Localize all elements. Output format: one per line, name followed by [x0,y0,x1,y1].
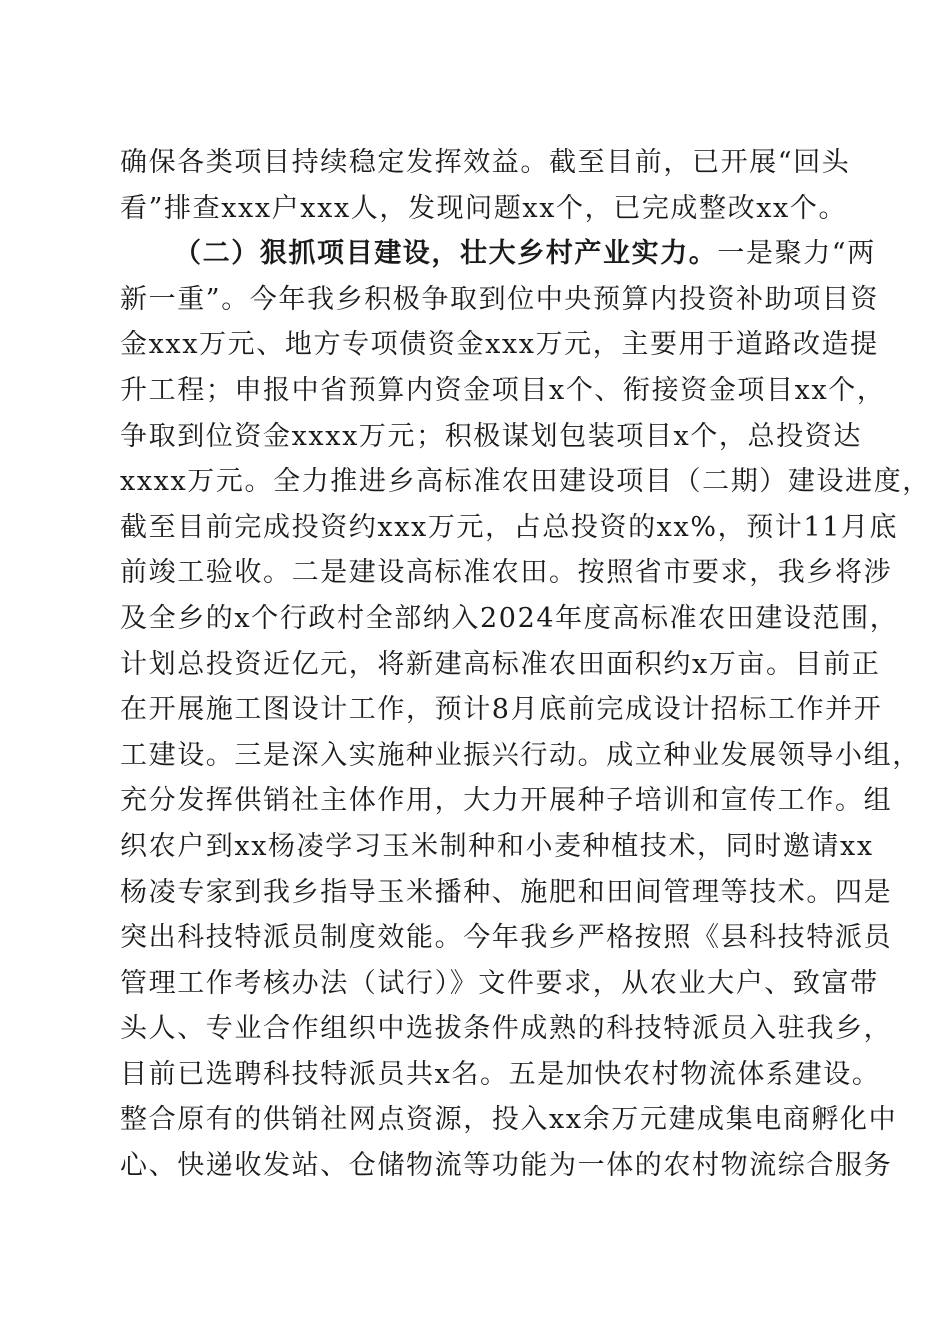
text-line: 在开展施工图设计工作，预计8月底前完成设计招标工作并开 [120,694,883,726]
text-line: 计划总投资近亿元，将新建高标准农田面积约x万亩。目前正 [120,648,881,680]
text-line: 心、快递收发站、仓储物流等功能为一体的农村物流综合服务 [120,1150,893,1182]
text-line: 看”排查xxx户xxx人，发现问题xx个，已完成整改xx个。 [120,192,848,224]
text-line: 截至目前完成投资约xxx万元，占总投资的xx%，预计11月底 [120,511,899,543]
paragraph-heading-line [120,231,876,277]
text-line: 升工程；申报中省预算内资金项目x个、衔接资金项目xx个， [120,374,886,406]
text-line: 确保各类项目持续稳定发挥效益。截至目前，已开展“回头 [120,147,851,178]
text-fragment: 一是聚力“两 [717,238,876,270]
text-line: 工建设。三是深入实施种业振兴行动。成立种业发展领导小组， [120,739,921,771]
text-line: 管理工作考核办法（试行）》文件要求，从农业大户、致富带 [120,967,879,999]
text-line: 突出科技特派员制度效能。今年我乡严格按照《县科技特派员 [120,922,893,954]
text-line: 及全乡的x个行政村全部纳入2024年度高标准农田建设范围， [120,602,899,634]
text-line: 织农户到xx杨凌学习玉米制种和小麦种植技术，同时邀请xx [120,830,874,862]
text-line: 新一重”。今年我乡积极争取到位中央预算内投资补助项目资 [120,283,880,315]
text-line: 整合原有的供销社网点资源，投入xx余万元建成集电商孵化中 [120,1104,898,1136]
text-line: 金xxx万元、地方专项债资金xxx万元，主要用于道路改造提 [120,329,879,361]
text-line: 争取到位资金xxxx万元；积极谋划包装项目x个，总投资达 [120,420,862,452]
text-line: 充分发挥供销社主体作用，大力开展种子培训和宣传工作。组 [120,785,893,817]
text-line: 杨凌专家到我乡指导玉米播种、施肥和田间管理等技术。四是 [120,876,893,908]
section-heading: （二）狠抓项目建设，壮大乡村产业实力。 [174,238,718,270]
text-line: 目前已选聘科技特派员共x名。五是加快农村物流体系建设。 [120,1058,881,1090]
text-line: 前竣工验收。二是建设高标准农田。按照省市要求，我乡将涉 [120,557,893,589]
document-body [120,140,931,1189]
text-line: 头人、专业合作组织中选拔条件成熟的科技特派员入驻我乡， [120,1013,893,1045]
text-line: xxxx万元。全力推进乡高标准农田建设项目（二期）建设进度， [120,466,931,498]
